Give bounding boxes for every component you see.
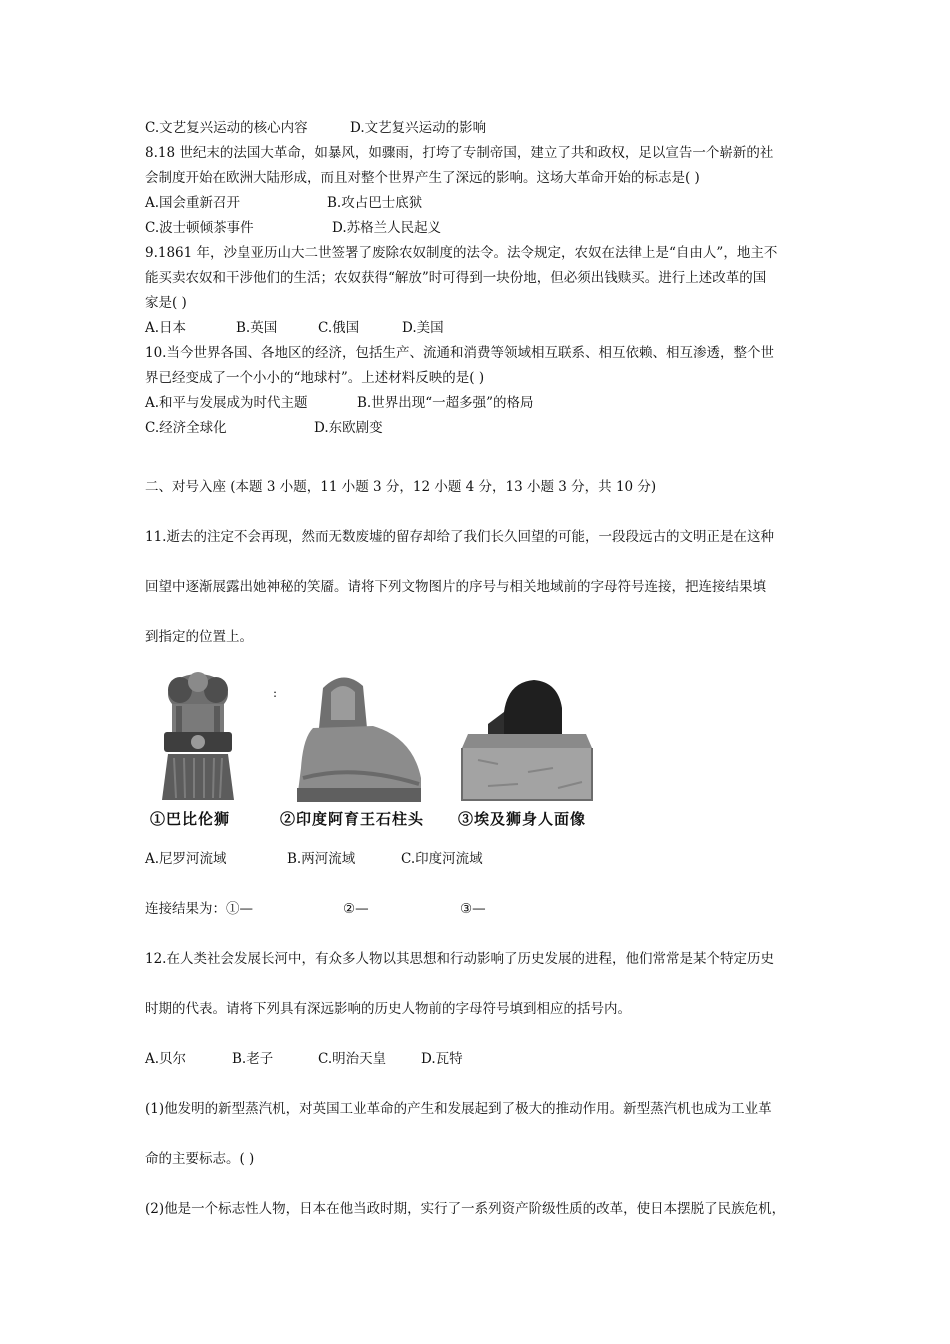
- q11-result-3: ③—: [460, 901, 486, 917]
- q7-option-c: C.文艺复兴运动的核心内容: [145, 120, 308, 136]
- q9-stem-line-3: 家是( ): [145, 295, 187, 311]
- q11-stem-line-2: 回望中逐渐展露出她神秘的笑靥。请将下列文物图片的序号与相关地域前的字母符号连接，把连接结果填: [145, 579, 766, 595]
- q8-option-d: D.苏格兰人民起义: [332, 220, 442, 236]
- q9-option-a: A.日本: [145, 320, 187, 336]
- q12-option-d: D.瓦特: [421, 1051, 463, 1067]
- q12-sub1-line-2: 命的主要标志。( ): [145, 1151, 255, 1167]
- q11-option-b: B.两河流域: [287, 851, 356, 867]
- q10-option-b: B.世界出现“一超多强”的格局: [357, 395, 534, 411]
- q11-option-c: C.印度河流域: [401, 851, 483, 867]
- artifact-image-3-babylon-lion: [458, 668, 596, 806]
- q10-stem-line-1: 10.当今世界各国、各地区的经济，包括生产、流通和消费等领域相互联系、相互依赖、相互渗透，整个世: [145, 345, 774, 361]
- q9-stem-line-2: 能买卖农奴和干涉他们的生活；农奴获得“解放”时可得到一块份地，但必须出钱赎买。进行上述改革的国: [145, 270, 767, 286]
- q11-option-a: A.尼罗河流域: [145, 851, 227, 867]
- q12-stem-line-1: 12.在人类社会发展长河中，有众多人物以其思想和行动影响了历史发展的进程，他们常常是某个特定历史: [145, 951, 774, 967]
- q12-option-c: C.明治天皇: [318, 1051, 387, 1067]
- q11-result-2: ②—: [343, 901, 369, 917]
- q12-sub2-line-1: (2)他是一个标志性人物，日本在他当政时期，实行了一系列资产阶级性质的改革，使日本摆脱了民族危机，: [145, 1201, 786, 1217]
- q8-stem-line-1: 8.18 世纪末的法国大革命，如暴风，如骤雨，打垮了专制帝国，建立了共和政权，足以宣告一个崭新的社: [145, 145, 774, 161]
- artifact-image-1-lion-capital: [148, 668, 248, 806]
- q9-option-b: B.英国: [236, 320, 278, 336]
- q12-option-a: A.贝尔: [145, 1051, 187, 1067]
- section-2-heading: 二、对号入座 (本题 3 小题，11 小题 3 分，12 小题 4 分，13 小题 3 分，共 10 分): [145, 479, 657, 495]
- q9-stem-line-1: 9.1861 年，沙皇亚历山大二世签署了废除农奴制度的法令。法令规定，农奴在法律上是“自由人”，地主不: [145, 245, 778, 261]
- q11-stem-line-1: 11.逝去的注定不会再现，然而无数废墟的留存却给了我们长久回望的可能，一段段远古的文明正是在这种: [145, 529, 774, 545]
- q9-option-d: D.美国: [402, 320, 444, 336]
- q10-option-d: D.东欧剧变: [314, 420, 383, 436]
- q8-stem-line-2: 会制度开始在欧洲大陆形成，而且对整个世界产生了深远的影响。这场大革命开始的标志是( ): [145, 170, 700, 186]
- q12-option-b: B.老子: [232, 1051, 274, 1067]
- q11-result-label: 连接结果为：①—: [145, 901, 253, 917]
- artifact-image-2-sphinx: [293, 668, 425, 806]
- q10-option-c: C.经济全球化: [145, 420, 227, 436]
- q7-option-d: D.文艺复兴运动的影响: [350, 120, 487, 136]
- caption-artifact-3: ③埃及狮身人面像: [458, 810, 587, 828]
- q9-option-c: C.俄国: [318, 320, 360, 336]
- stray-colon-mark: :: [273, 686, 278, 700]
- caption-artifact-1: ①巴比伦狮: [150, 810, 231, 828]
- caption-artifact-2: ②印度阿育王石柱头: [280, 810, 425, 828]
- q10-stem-line-2: 界已经变成了一个小小的“地球村”。上述材料反映的是( ): [145, 370, 485, 386]
- q8-option-c: C.波士顿倾茶事件: [145, 220, 254, 236]
- q12-sub1-line-1: (1)他发明的新型蒸汽机，对英国工业革命的产生和发展起到了极大的推动作用。新型蒸汽机也成为工业革: [145, 1101, 772, 1117]
- q8-option-b: B.攻占巴士底狱: [327, 195, 423, 211]
- q8-option-a: A.国会重新召开: [145, 195, 241, 211]
- q11-stem-line-3: 到指定的位置上。: [145, 629, 253, 645]
- q12-stem-line-2: 时期的代表。请将下列具有深远影响的历史人物前的字母符号填到相应的括号内。: [145, 1001, 631, 1017]
- q10-option-a: A.和平与发展成为时代主题: [145, 395, 308, 411]
